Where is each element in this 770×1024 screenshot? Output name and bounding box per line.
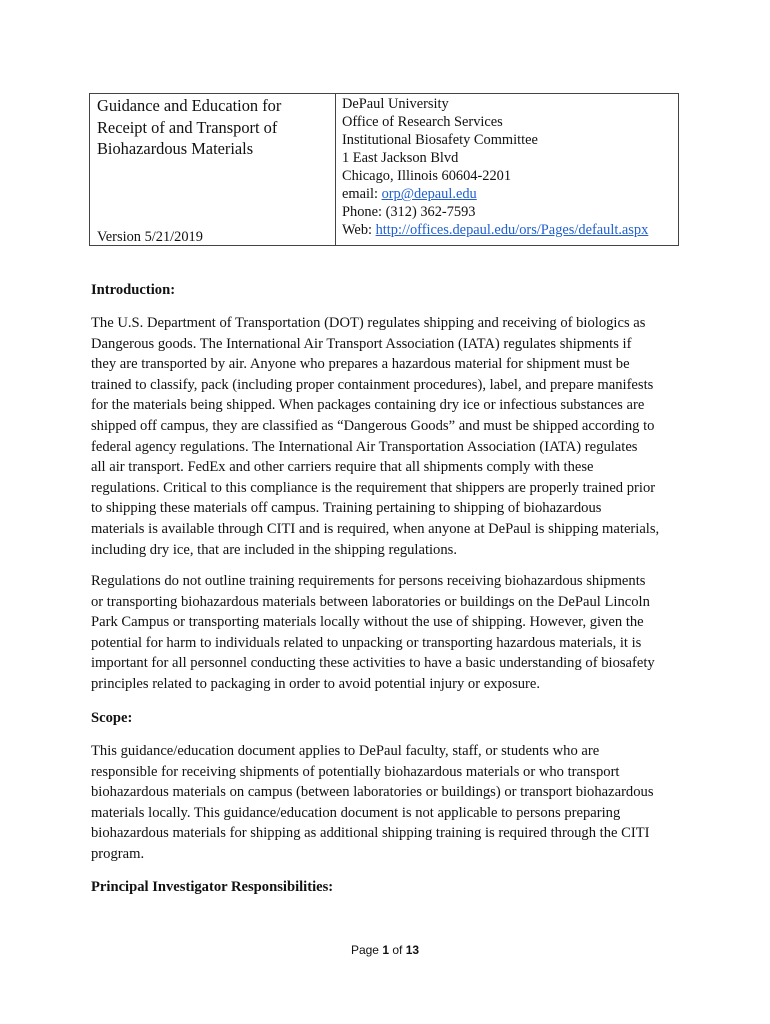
org-line: Office of Research Services (342, 114, 503, 130)
text-line: Regulations do not outline training requirements for persons receiving biohazardous shipments (91, 573, 646, 589)
page-word: Page (350, 943, 379, 957)
text-line: biohazardous materials on campus (between laboratories or buildings) or transport biohazardous (91, 784, 654, 801)
text-line: shipped off campus, they are classified as “Dangerous Goods” and must be shipped according to (91, 417, 655, 434)
of-word: of (392, 943, 403, 957)
text-line: or transporting biohazardous materials between laboratories or buildings on the DePaul Lincoln (91, 593, 650, 610)
email-label: email: (342, 186, 382, 202)
org-line: 1 East Jackson Blvd (342, 150, 459, 166)
text-line: This guidance/education document applies to DePaul faculty, staff, or students who are (91, 743, 600, 759)
scope-paragraph (91, 741, 654, 865)
text-line: they are transported by air. Anyone who prepares a hazardous material for shipment must be (91, 356, 630, 373)
web-line (342, 221, 676, 239)
phone-line: Phone: (312) 362-7593 (342, 204, 476, 220)
org-line: Institutional Biosafety Committee (342, 132, 538, 148)
web-link[interactable]: http://offices.depaul.edu/ors/Pages/default.aspx (375, 222, 649, 238)
text-line: Dangerous goods. The International Air Transport Association (IATA) regulates shipments if (91, 335, 632, 352)
text-line: including dry ice, that are included in the shipping regulations. (91, 541, 457, 558)
title-line: Biohazardous Materials (97, 139, 254, 158)
page-footer (0, 943, 770, 957)
text-line: program. (91, 845, 145, 862)
text-line: materials is available through CITI and is required, when anyone at DePaul is shipping materials, (91, 520, 660, 537)
web-label: Web: (342, 222, 376, 238)
text-line: materials locally. This guidance/education document is not applicable to persons preparing (91, 804, 621, 821)
document-title (97, 95, 329, 160)
text-line: all air transport. FedEx and other carriers require that all shipments comply with these (91, 459, 594, 476)
introduction-paragraph-1 (91, 313, 659, 560)
text-line: important for all personnel conducting these activities to have a basic understanding of biosafety (91, 655, 655, 672)
text-line: The U.S. Department of Transportation (DOT) regulates shipping and receiving of biologics as (91, 315, 646, 331)
scope-heading: Scope: (91, 710, 133, 726)
version-label: Version 5/21/2019 (97, 229, 203, 245)
current-page-number: 1 (382, 943, 389, 957)
header-table (89, 93, 679, 246)
email-link[interactable]: orp@depaul.edu (381, 186, 477, 202)
text-line: federal agency regulations. The International Air Transportation Association (IATA) regulates (91, 438, 638, 455)
text-line: trained to classify, pack (including proper containment procedures), label, and prepare manifests (91, 376, 654, 393)
text-line: potential for harm to individuals related to unpacking or transporting hazardous materials, it is (91, 634, 642, 651)
title-line: Receipt of and Transport of (97, 117, 278, 137)
introduction-paragraph-2 (91, 571, 655, 695)
title-line: Guidance and Education for (97, 96, 282, 115)
text-line: Park Campus or transporting materials locally without the use of shipping. However, given the (91, 614, 644, 631)
text-line: responsible for receiving shipments of potentially biohazardous materials or who transport (91, 763, 620, 780)
text-line: principles related to packaging in order to avoid potential injury or exposure. (91, 675, 541, 692)
org-line: Chicago, Illinois 60604-2201 (342, 168, 512, 184)
text-line: for the materials being shipped. When packages containing dry ice or infectious substances are (91, 397, 645, 414)
header-title-cell (90, 94, 336, 245)
text-line: to shipping these materials off campus. Training pertaining to shipping of biohazardous (91, 500, 602, 517)
pi-responsibilities-heading: Principal Investigator Responsibilities: (91, 879, 334, 895)
total-page-number: 13 (405, 943, 420, 957)
introduction-heading: Introduction: (91, 282, 176, 298)
text-line: regulations. Critical to this compliance is the requirement that shippers are properly trained prior (91, 479, 656, 496)
text-line: biohazardous materials for shipping as additional shipping training is required through the CITI (91, 825, 650, 842)
org-line: DePaul University (342, 96, 449, 112)
email-line (342, 185, 676, 203)
header-contact-cell (342, 94, 676, 239)
